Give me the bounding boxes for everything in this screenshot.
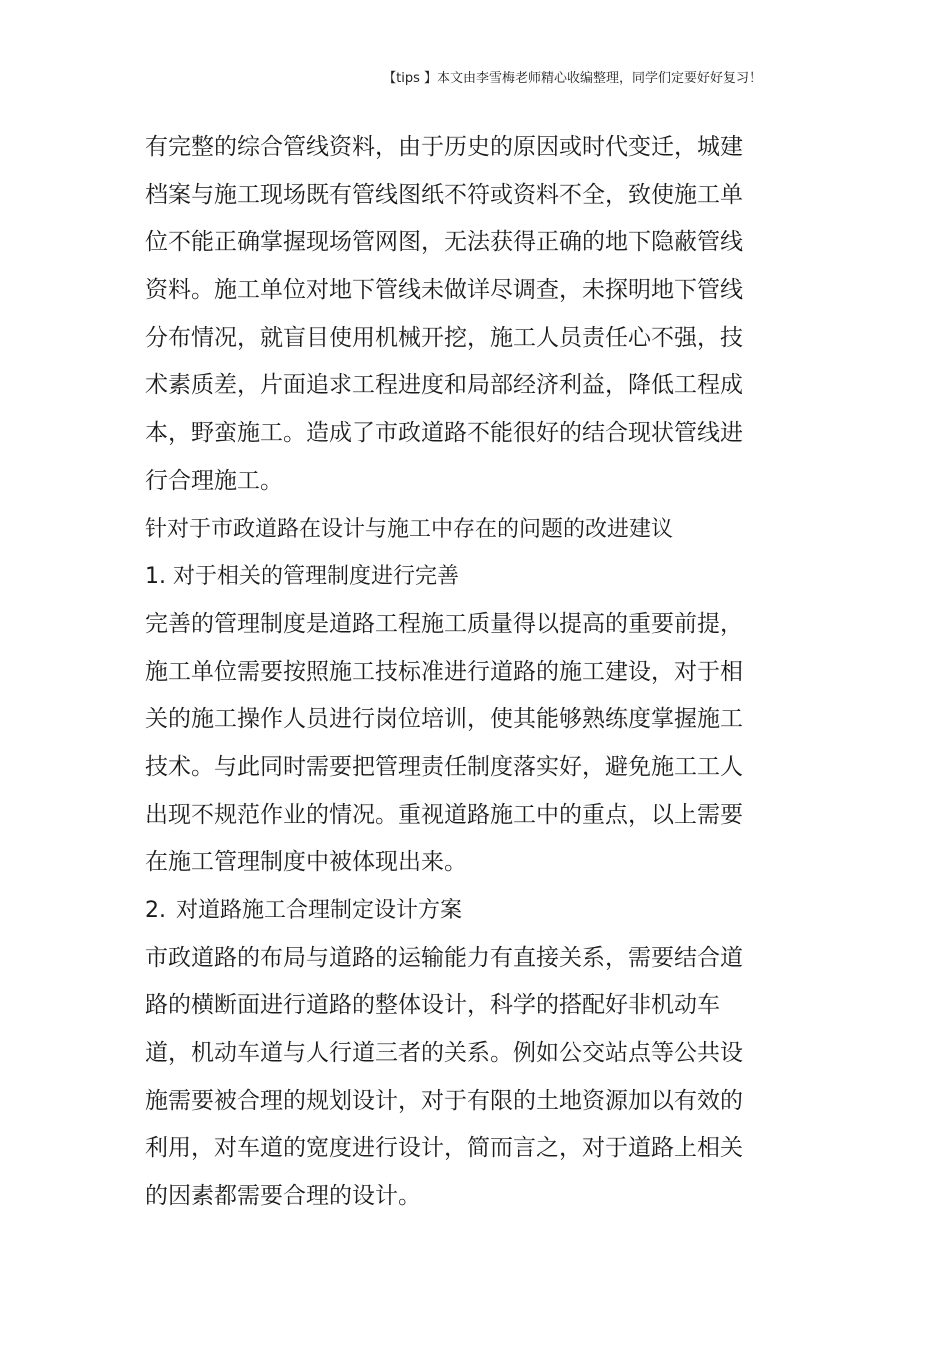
paragraph-line: 行合理施工。 (145, 467, 283, 494)
paragraph-line: 关的施工操作人员进行岗位培训，使其能够熟练度掌握施工 (145, 706, 743, 733)
paragraph-line: 分布情况，就盲目使用机械开挖，施工人员责任心不强，技 (145, 324, 743, 351)
document-body (145, 124, 745, 1221)
paragraph-line: 完善的管理制度是道路工程施工质量得以提高的重要前提， (145, 610, 743, 637)
paragraph-line: 道，机动车道与人行道三者的关系。例如公交站点等公共设 (145, 1040, 743, 1067)
heading-2-text: 对道路施工合理制定设计方案 (176, 898, 463, 923)
heading-2 (145, 887, 745, 935)
paragraph-line: 的因素都需要合理的设计。 (145, 1183, 421, 1210)
paragraph-line: 施工单位需要按照施工技标准进行道路的施工建设，对于相 (145, 658, 743, 685)
paragraph-line: 利用，对车道的宽度进行设计，简而言之，对于道路上相关 (145, 1135, 743, 1162)
paragraph-line: 市政道路的布局与道路的运输能力有直接关系，需要结合道 (145, 944, 743, 971)
tips-header: 【tips 】本文由李雪梅老师精心收编整理，同学们定要好好复习！ (383, 71, 762, 86)
paragraph-line: 路的横断面进行道路的整体设计，科学的搭配好非机动车 (145, 992, 720, 1019)
paragraph-line: 出现不规范作业的情况。重视道路施工中的重点，以上需要 (145, 801, 743, 828)
heading-1: 1. 对于相关的管理制度进行完善 (145, 564, 459, 590)
heading-2-number: 2. (145, 898, 166, 923)
paragraph-line: 档案与施工现场既有管线图纸不符或资料不全，致使施工单 (145, 181, 743, 208)
paragraph-line: 技术。与此同时需要把管理责任制度落实好，避免施工工人 (145, 753, 743, 780)
paragraph-line: 有完整的综合管线资料，由于历史的原因或时代变迁，城建 (145, 134, 743, 160)
paragraph-line: 术素质差，片面追求工程进度和局部经济利益，降低工程成 (145, 372, 743, 399)
paragraph-line: 在施工管理制度中被体现出来。 (145, 849, 467, 876)
section-title: 针对于市政道路在设计与施工中存在的问题的改进建议 (145, 516, 674, 542)
paragraph-line: 资料。施工单位对地下管线未做详尽调查，未探明地下管线 (145, 277, 743, 304)
paragraph-line: 施需要被合理的规划设计，对于有限的土地资源加以有效的 (145, 1087, 743, 1114)
paragraph-line: 本，野蛮施工。造成了市政道路不能很好的结合现状管线进 (145, 420, 743, 447)
paragraph-line: 位不能正确掌握现场管网图，无法获得正确的地下隐蔽管线 (145, 229, 743, 256)
